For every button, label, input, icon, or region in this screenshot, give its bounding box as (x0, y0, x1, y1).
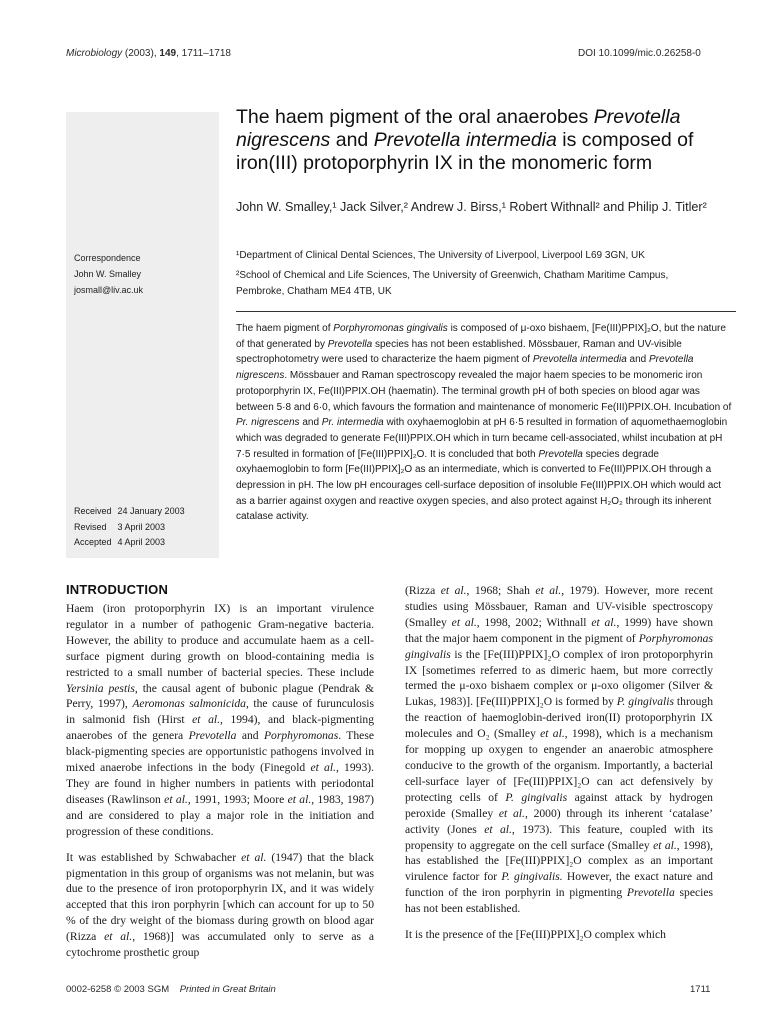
title-species: Prevotella nigrescens (236, 106, 681, 151)
correspondence-email[interactable]: josmall@liv.ac.uk (74, 285, 143, 295)
journal-name: Microbiology (66, 48, 123, 59)
affiliation-1: ¹Department of Clinical Dental Sciences, The University of Liverpool, Liverpool L69 3GN, UK (236, 250, 645, 261)
sidebar-panel (66, 112, 219, 558)
date-label: Accepted (74, 537, 112, 547)
author-list: John W. Smalley,¹ Jack Silver,² Andrew J. Birss,¹ Robert Withnall² and Philip J. Titler² (236, 200, 707, 214)
date-row-received (74, 504, 191, 520)
article-dates (74, 504, 191, 551)
introduction-heading: INTRODUCTION (66, 582, 169, 597)
footer-copyright (66, 984, 276, 995)
abstract-divider (236, 311, 736, 312)
date-label: Received (74, 506, 112, 516)
title-part: is composed of iron(III) protoporphyrin IX in the monomeric form (236, 129, 694, 174)
intro-paragraph-4: It is the presence of the [Fe(III)PPIX]₂O complex which (405, 928, 666, 942)
body-column-right (405, 583, 713, 953)
footer-issn: 0002-6258 © 2003 SGM (66, 984, 170, 995)
journal-citation (66, 48, 231, 59)
title-species: Prevotella intermedia (373, 129, 557, 151)
doi[interactable]: DOI 10.1099/mic.0.26258-0 (578, 48, 701, 59)
correspondence-label: Correspondence (74, 253, 141, 263)
abstract: The haem pigment of Porphyromonas gingivalis is composed of μ-oxo bishaem, [Fe(III)PPIX]₂O, but the nature of that generated by Prevotella species has not been established. Mössbauer, Raman and UV-visible spectrophotometry were used to characterize the haem pigment of Prevotella intermedia and Prevotella nigrescens. Mössbauer and Raman spectroscopy revealed the major haem species to be monomeric iron protoporphyrin IX, Fe(III)PPIX.OH (haematin). The terminal growth pH of both species on blood agar was between 5·8 and 6·0, which favours the formation and maintenance of monomeric Fe(III)PPIX.OH. Incubation of Pr. nigrescens and Pr. intermedia with oxyhaemoglobin at pH 6·5 resulted in formation of aquomethaemoglobin which was degraded to generate Fe(III)PPIX.OH which in turn became cell-associated, whilst incubation at pH 7·5 resulted in formation of [Fe(III)PPIX]₂O. It is concluded that both Prevotella species degrade oxyhaemoglobin to form [Fe(III)PPIX]₂O as an intermediate, which is converted to Fe(III)PPIX.OH through a depression in pH. The low pH encourages cell-surface deposition of insoluble Fe(III)PPIX.OH which would act as a barrier against oxygen and reactive oxygen species, and also protect against H₂O₂ through its inherent catalase activity. (236, 323, 732, 523)
page-number: 1711 (690, 984, 711, 995)
date-value: 24 January 2003 (117, 506, 185, 516)
date-row-accepted (74, 535, 191, 551)
correspondent-name: John W. Smalley (74, 269, 142, 279)
date-label: Revised (74, 521, 107, 532)
date-row-revised (74, 520, 191, 536)
intro-paragraph-2: It was established by Schwabacher et al. (1947) that the black pigmentation in this group of organisms was not melanin, but was due to the presence of iron protoporphyrin IX, and it was widely accepted that this iron porphyrin [which can account for up to 50 % of the dry weight of the biomass during growth on blood agar (Rizza et al., 1968)] was accumulated only to serve as a cytochrome prosthetic group (66, 850, 375, 960)
citation-volume: 149 (159, 48, 177, 59)
title-part: and (330, 129, 374, 151)
footer-printed: Printed in Great Britain (179, 984, 276, 995)
body-column-left (66, 601, 374, 971)
title-part: The haem pigment of the oral anaerobes (236, 106, 594, 128)
citation-year: (2003), (122, 48, 160, 59)
date-value: 3 April 2003 (117, 521, 166, 532)
article-title (236, 106, 736, 175)
citation-pages: , 1711–1718 (176, 48, 231, 59)
affiliation-2: ²School of Chemical and Life Sciences, The University of Greenwich, Chatham Maritime Campus, Pembroke, Chatham ME4 4TB, UK (236, 270, 669, 297)
intro-paragraph-1: Haem (iron protoporphyrin IX) is an important virulence regulator in a number of pathogenic Gram-negative bacteria. However, the ability to produce and accumulate haem as a cell-surface pigment during growth on blood-containing media is restricted to a small number of bacterial species. These include Yersinia pestis, the causal agent of bubonic plague (Pendrak & Perry, 1997), Aeromonas salmonicida, the cause of furunculosis in salmonid fish (Hirst et al., 1994), and black-pigmenting anaerobes of the genera Prevotella and Porphyromonas. These black-pigmenting species are opportunistic pathogens involved in mixed anaerobe infections in the body (Finegold et al., 1993). They are found in higher numbers in patients with periodontal diseases (Rawlinson et al., 1991, 1993; Moore et al., 1983, 1987) and are considered to play a major role in the initiation and progression of these conditions. (66, 602, 375, 838)
intro-paragraph-3: (Rizza et al., 1968; Shah et al., 1979). However, more recent studies using Mössbauer, Raman and UV-visible spectroscopy (Smalley et al., 1998, 2002; Withnall et al., 1999) have shown that the major haem component in the pigment of Porphyromonas gingivalis is the [Fe(III)PPIX]₂O complex of iron protoporphyrin IX [sometimes referred to as dimeric haem, but more correctly termed the μ-oxo bishaem complex or μ-oxo oligomer (Silver & Lukas, 1983)]. [Fe(III)PPIX]₂O is formed by P. gingivalis through the reaction of haemoglobin-derived iron(II) protoporphyrin IX molecules and O₂ (Smalley et al., 1998), which is a mechanism for mopping up oxygen to engender an anaerobic atmosphere conducive to the growth of the organism. Importantly, a bacterial cell-surface layer of [Fe(III)PPIX]₂O can act defensively by protecting cells of P. gingivalis against attack by hydrogen peroxide (Smalley et al., 2000) through its inherent ‘catalase’ activity (Jones et al., 1973). This feature, coupled with its propensity to aggregate on the cell surface (Smalley et al., 1998), has established the [Fe(III)PPIX]₂O complex as an important virulence factor for P. gingivalis. However, the exact nature and function of the iron porphyrin in pigmenting Prevotella species has not been established. (405, 584, 714, 916)
date-value: 4 April 2003 (117, 537, 166, 547)
